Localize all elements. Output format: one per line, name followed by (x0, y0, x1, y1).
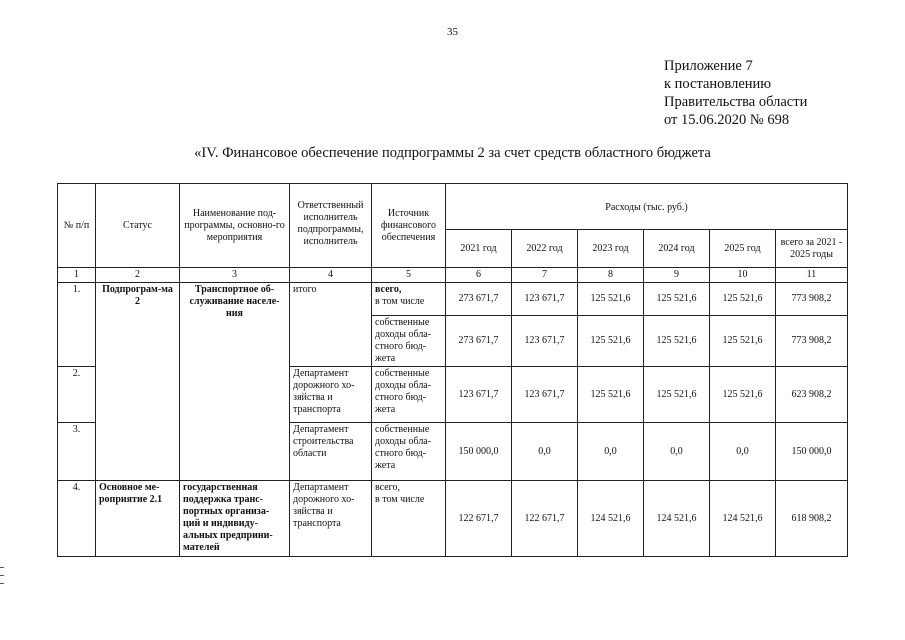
header-year-2021: 2021 год (446, 230, 512, 268)
scan-edge-mark (0, 567, 4, 568)
row-name: государственная поддержка транс-портных организа-ций и индивиду-альных предприни-мателей (180, 481, 290, 557)
row-num: 1. (58, 283, 96, 367)
scan-edge-mark (0, 583, 4, 584)
value-2025: 125 521,6 (710, 316, 776, 367)
row-source: собственные доходы обла-стного бюд-жета (372, 423, 446, 481)
col-number: 4 (290, 268, 372, 283)
header-name: Наименование под-программы, основно-го мероприятия (180, 184, 290, 268)
value-2023: 125 521,6 (578, 367, 644, 423)
col-number: 2 (96, 268, 180, 283)
header-num: № п/п (58, 184, 96, 268)
header-row-top (58, 184, 848, 230)
scan-edge-mark (0, 575, 4, 576)
column-number-row (58, 268, 848, 283)
value-2022: 123 671,7 (512, 283, 578, 316)
value-2023: 125 521,6 (578, 316, 644, 367)
col-number: 8 (578, 268, 644, 283)
table-row (58, 283, 848, 316)
value-2021: 150 000,0 (446, 423, 512, 481)
row-num: 3. (58, 423, 96, 481)
row-status: Основное ме-роприятие 2.1 (96, 481, 180, 557)
col-number: 9 (644, 268, 710, 283)
col-number: 3 (180, 268, 290, 283)
row-source (372, 283, 446, 316)
header-year-2024: 2024 год (644, 230, 710, 268)
row-source: собственные доходы обла-стного бюд-жета (372, 367, 446, 423)
value-2024: 125 521,6 (644, 283, 710, 316)
value-2023: 0,0 (578, 423, 644, 481)
header-year-2022: 2022 год (512, 230, 578, 268)
col-number: 1 (58, 268, 96, 283)
row-executor: итого (290, 283, 372, 367)
header-source: Источник финансового обеспечения (372, 184, 446, 268)
annex-line-3: Правительства области (664, 94, 808, 110)
value-2024: 0,0 (644, 423, 710, 481)
row-num: 4. (58, 481, 96, 557)
header-expenses: Расходы (тыс. руб.) (446, 184, 848, 230)
annex-line-4: от 15.06.2020 № 698 (664, 112, 790, 128)
value-2023: 125 521,6 (578, 283, 644, 316)
value-2022: 123 671,7 (512, 316, 578, 367)
value-2024: 125 521,6 (644, 316, 710, 367)
value-2021: 273 671,7 (446, 316, 512, 367)
header-executor: Ответственный исполнитель подпрограммы, исполнитель (290, 184, 372, 268)
source-all: всего, (375, 284, 402, 295)
value-2025: 124 521,6 (710, 481, 776, 557)
section-title: «IV. Финансовое обеспечение подпрограммы 2 за счет средств областного бюджета (194, 145, 711, 161)
row-name: Транспортное об-служивание населе-ния (180, 283, 290, 481)
row-executor: Департамент дорожного хо-зяйства и транспорта (290, 481, 372, 557)
value-total: 773 908,2 (776, 283, 848, 316)
financing-table (57, 183, 848, 557)
value-total: 618 908,2 (776, 481, 848, 557)
col-number: 7 (512, 268, 578, 283)
value-2025: 125 521,6 (710, 283, 776, 316)
header-year-2023: 2023 год (578, 230, 644, 268)
value-total: 150 000,0 (776, 423, 848, 481)
value-2021: 273 671,7 (446, 283, 512, 316)
col-number: 5 (372, 268, 446, 283)
row-status: Подпрограм-ма 2 (96, 283, 180, 481)
value-2021: 122 671,7 (446, 481, 512, 557)
annex-line-2: к постановлению (664, 76, 772, 92)
value-2024: 125 521,6 (644, 367, 710, 423)
row-num: 2. (58, 367, 96, 423)
value-2022: 123 671,7 (512, 367, 578, 423)
header-status: Статус (96, 184, 180, 268)
row-source: собственные доходы обла-стного бюд-жета (372, 316, 446, 367)
value-2022: 122 671,7 (512, 481, 578, 557)
row-source (372, 481, 446, 557)
value-2021: 123 671,7 (446, 367, 512, 423)
value-2025: 0,0 (710, 423, 776, 481)
page-number: 35 (447, 26, 458, 38)
col-number: 6 (446, 268, 512, 283)
annex-block (664, 57, 807, 129)
col-number: 10 (710, 268, 776, 283)
header-year-2025: 2025 год (710, 230, 776, 268)
value-total: 773 908,2 (776, 316, 848, 367)
annex-line-1: Приложение 7 (664, 58, 753, 74)
source-including: в том числе (375, 296, 425, 307)
value-2025: 125 521,6 (710, 367, 776, 423)
value-2024: 124 521,6 (644, 481, 710, 557)
col-number: 11 (776, 268, 848, 283)
source-all: всего, (375, 482, 401, 493)
value-2022: 0,0 (512, 423, 578, 481)
value-total: 623 908,2 (776, 367, 848, 423)
source-including: в том числе (375, 494, 425, 505)
value-2023: 124 521,6 (578, 481, 644, 557)
row-executor: Департамент строительства области (290, 423, 372, 481)
table-row (58, 481, 848, 557)
header-total: всего за 2021 - 2025 годы (776, 230, 848, 268)
row-executor: Департамент дорожного хо-зяйства и транспорта (290, 367, 372, 423)
